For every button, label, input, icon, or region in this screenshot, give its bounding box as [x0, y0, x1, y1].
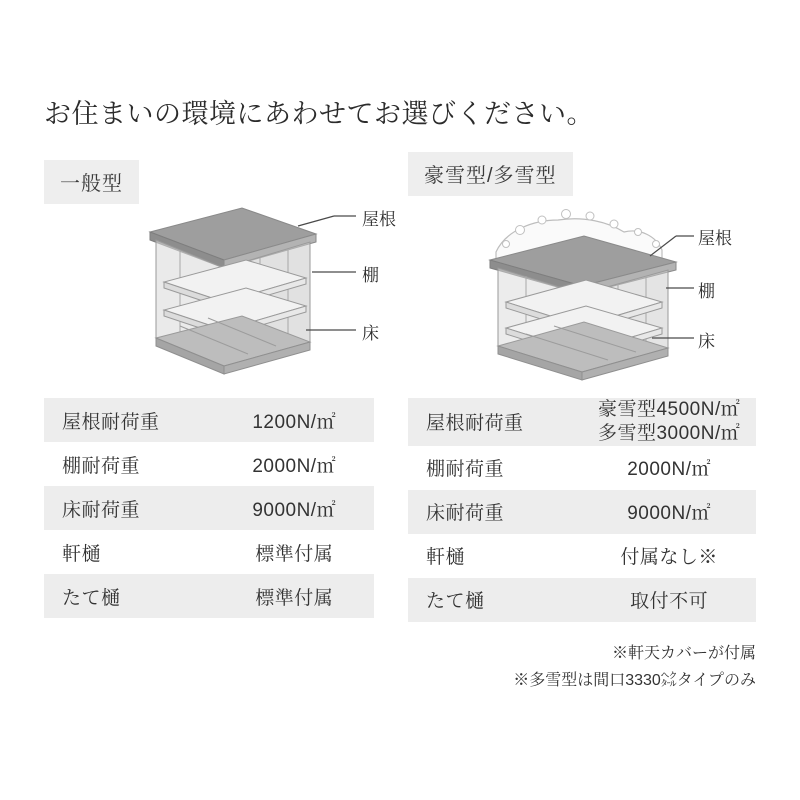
- table-row: [44, 486, 374, 530]
- footnote-1: ※軒天カバーが付属: [611, 645, 756, 662]
- table-row: [44, 530, 374, 574]
- spec-value: 取付不可: [582, 578, 756, 622]
- callout-label-shelf-general: 棚: [362, 266, 379, 285]
- spec-table-general: [44, 398, 374, 618]
- spec-value: 付属なし※: [582, 534, 756, 578]
- spec-value: 2000N/㎡: [582, 446, 756, 490]
- callout-label-roof-snow: 屋根: [698, 229, 732, 248]
- spec-label: 屋根耐荷重: [408, 398, 582, 446]
- spec-value: [582, 398, 756, 446]
- column-heading-snow: 豪雪型/多雪型: [408, 152, 573, 196]
- callout-label-roof-general: 屋根: [362, 210, 396, 229]
- callout-label-floor-snow: 床: [698, 332, 715, 351]
- footnote-2: ※多雪型は間口3330㌶タイプのみ: [513, 672, 756, 690]
- table-row: [408, 578, 756, 622]
- page-title: お住まいの環境にあわせてお選びください。: [44, 99, 594, 129]
- spec-value: 2000N/㎡: [214, 442, 374, 486]
- spec-label: たて樋: [408, 578, 582, 622]
- spec-value: 9000N/㎡: [582, 490, 756, 534]
- spec-label: たて樋: [44, 574, 214, 618]
- spec-value: 9000N/㎡: [214, 486, 374, 530]
- table-row: [44, 398, 374, 442]
- spec-value: 標準付属: [214, 530, 374, 574]
- spec-table-snow: [408, 398, 756, 622]
- storage-unit-snow-svg: [480, 190, 780, 390]
- spec-label: 軒樋: [44, 530, 214, 574]
- table-row: [408, 490, 756, 534]
- spec-label: 棚耐荷重: [44, 442, 214, 486]
- column-heading-general: 一般型: [44, 160, 139, 204]
- spec-label: 床耐荷重: [44, 486, 214, 530]
- spec-value-line1: 豪雪型4500N/㎡: [597, 399, 741, 420]
- spec-label: 軒樋: [408, 534, 582, 578]
- spec-value: 1200N/㎡: [214, 398, 374, 442]
- callout-label-shelf-snow: 棚: [698, 282, 715, 301]
- table-row: [408, 446, 756, 490]
- callout-label-floor-general: 床: [362, 324, 379, 343]
- spec-value-line2: 多雪型3000N/㎡: [597, 422, 741, 444]
- table-row: [44, 442, 374, 486]
- table-row: [408, 534, 756, 578]
- table-row: [44, 574, 374, 618]
- spec-value: 標準付属: [214, 574, 374, 618]
- footnotes: [408, 640, 756, 694]
- spec-label: 棚耐荷重: [408, 446, 582, 490]
- spec-label: 屋根耐荷重: [44, 398, 214, 442]
- spec-label: 床耐荷重: [408, 490, 582, 534]
- illustration-snow-type: [480, 190, 780, 390]
- table-row: [408, 398, 756, 446]
- illustration-general-type: [120, 190, 410, 380]
